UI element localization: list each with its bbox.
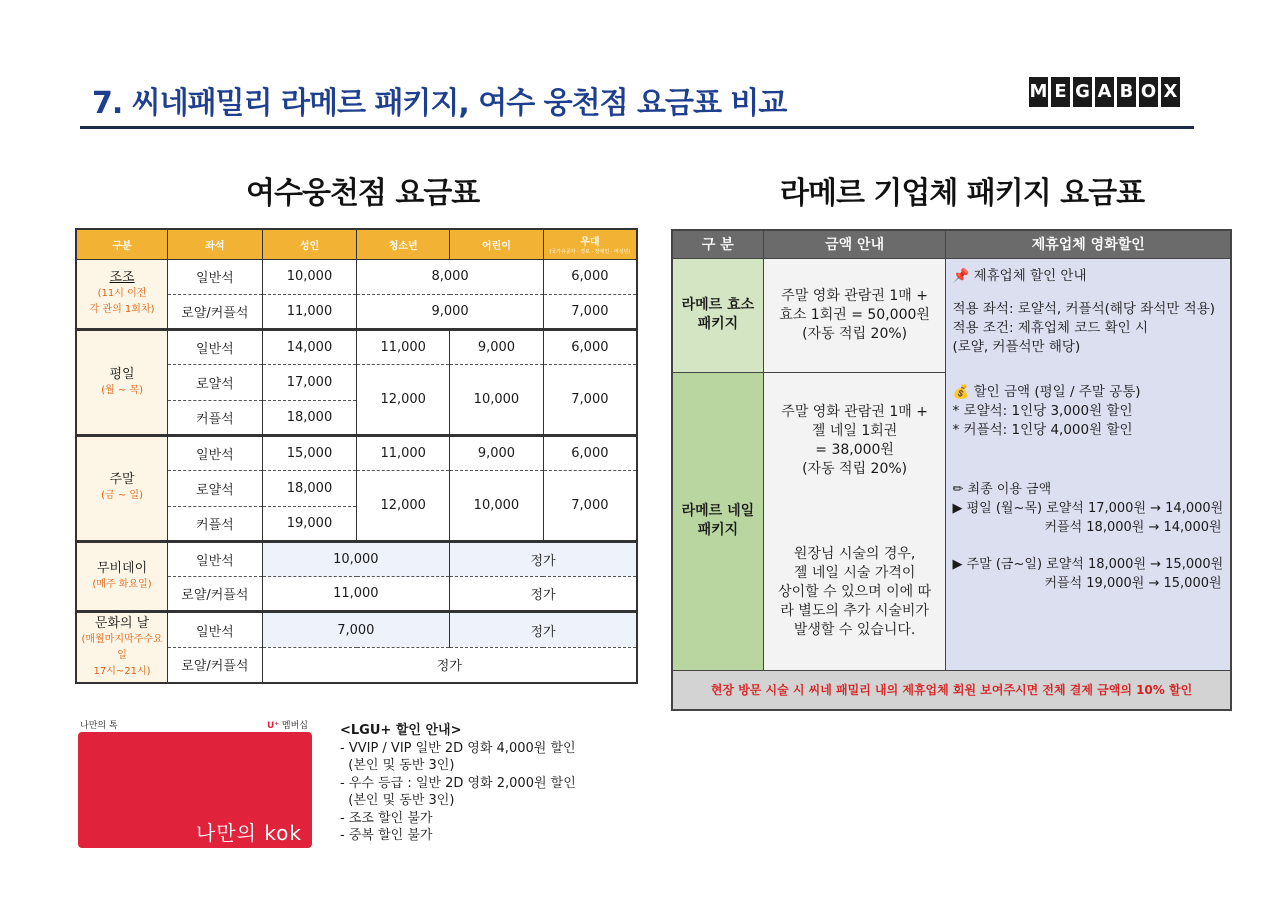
header-cell: 금액 안내 <box>763 230 946 258</box>
title-divider <box>80 126 1194 129</box>
price-cell: 6,000 <box>543 259 637 294</box>
price-cell: 9,000 <box>450 330 544 365</box>
table-row <box>76 259 637 294</box>
price-cell: 8,000 <box>357 259 543 294</box>
lgu-line: (본인 및 동반 3인) <box>340 793 455 808</box>
yeosu-price-table <box>75 228 638 684</box>
amount-text: 주말 영화 관람권 1매 + 젤 네일 1회권 = 38,000원 (자동 적립 20%) <box>781 403 928 477</box>
lgu-line: - 조조 할인 불가 <box>340 810 433 826</box>
discount-intro <box>952 267 1224 357</box>
table-header-row <box>672 230 1231 258</box>
amount-note: 원장님 시술의 경우, 젤 네일 시술 가격이 상이할 수 있으며 이에 따 라 별도의 추가 시술비가 발생할 수 있습니다. <box>778 545 932 638</box>
logo-letter: A <box>1095 77 1114 107</box>
table-row <box>76 541 637 576</box>
seat-cell: 로얄석 <box>168 365 263 400</box>
price-cell: 17,000 <box>262 365 357 400</box>
price-cell: 11,000 <box>357 435 450 470</box>
lamer-package-table <box>671 229 1232 711</box>
page-title: 7. 씨네패밀리 라메르 패키지, 여수 웅천점 요금표 비교 <box>92 86 787 121</box>
discount-heading: 📌 제휴업체 할인 안내 <box>952 267 1087 284</box>
discount-line: * 커플석: 1인당 4,000원 할인 <box>952 421 1133 438</box>
discount-line: ▶ 평일 (월~목) 로얄석 17,000원 → 14,000원 <box>952 500 1224 516</box>
megabox-logo <box>1029 77 1180 107</box>
header-cell: 구분 <box>76 229 168 259</box>
group-sub: (11시 이전 각 관의 1회차) <box>89 287 155 315</box>
price-cell: 10,000 <box>262 541 449 576</box>
header-cell: 좌석 <box>168 229 263 259</box>
header-sub: (국가유공자 · 경로 · 장애인 · 미성년) <box>549 249 631 256</box>
uplus-mark: U⁺ <box>266 721 280 731</box>
price-cell: 정가 <box>450 577 637 612</box>
seat-cell: 로얄/커플석 <box>168 294 263 329</box>
lgu-discount-info <box>340 722 576 845</box>
lgu-line: (본인 및 동반 3인) <box>340 758 455 773</box>
seat-cell: 로얄/커플석 <box>168 577 263 612</box>
final-price <box>952 480 1224 593</box>
price-cell: 15,000 <box>262 435 357 470</box>
header-cell <box>543 229 637 259</box>
lgu-title: <LGU+ 할인 안내> <box>340 723 462 738</box>
logo-letter: O <box>1139 77 1158 107</box>
package-amount: 주말 영화 관람권 1매 + 효소 1회권 = 50,000원 (자동 적립 20%) <box>763 258 946 372</box>
group-name: 무비데이 <box>96 560 148 576</box>
price-cell: 6,000 <box>543 435 637 470</box>
price-cell: 7,000 <box>543 294 637 329</box>
seat-cell: 커플석 <box>168 506 263 541</box>
logo-letter: G <box>1073 77 1092 107</box>
table-row <box>76 612 637 647</box>
price-cell: 11,000 <box>262 294 357 329</box>
card-brand-left: 나만의 톡 <box>80 721 118 731</box>
discount-line: (로얄, 커플석만 해당) <box>952 338 1081 355</box>
price-cell: 정가 <box>262 647 637 682</box>
group-sub: (금 ~ 일) <box>101 490 143 502</box>
discount-line: 적용 좌석: 로얄석, 커플석(해당 좌석만 적용) <box>952 300 1216 317</box>
lgu-line: - 우수 등급 : 일반 2D 영화 2,000원 할인 <box>340 775 576 791</box>
discount-heading: 💰 할인 금액 (평일 / 주말 공통) <box>952 383 1141 400</box>
group-sub: (매월마지막주수요일 17시~21시) <box>81 633 163 677</box>
discount-line: 적용 조건: 제휴업체 코드 확인 시 <box>952 319 1149 336</box>
price-cell: 정가 <box>450 612 637 647</box>
group-name: 문화의 날 <box>94 615 150 631</box>
membership-label: 멤버십 <box>281 721 308 731</box>
group-weekend <box>76 435 168 541</box>
group-name: 평일 <box>109 366 135 382</box>
price-cell: 11,000 <box>357 330 450 365</box>
logo-letter: B <box>1117 77 1136 107</box>
header-cell: 제휴업체 영화할인 <box>946 230 1231 258</box>
price-cell: 10,000 <box>450 471 544 542</box>
header-label: 우대 <box>580 237 600 249</box>
left-section-title: 여수웅천점 요금표 <box>246 176 480 211</box>
price-cell: 14,000 <box>262 330 357 365</box>
card-brand-right <box>267 718 308 731</box>
price-cell: 정가 <box>450 541 637 576</box>
table-row <box>76 435 637 470</box>
header-cell: 구 분 <box>672 230 763 258</box>
discount-amount <box>952 383 1224 440</box>
discount-line: * 로얄석: 1인당 3,000원 할인 <box>952 402 1133 419</box>
discount-line: ▶ 주말 (금~일) 로얄석 18,000원 → 15,000원 <box>952 556 1224 572</box>
seat-cell: 일반석 <box>168 259 263 294</box>
price-cell: 7,000 <box>543 471 637 542</box>
price-cell: 18,000 <box>262 400 357 435</box>
price-cell: 9,000 <box>357 294 543 329</box>
group-jojo <box>76 259 168 330</box>
group-name: 주말 <box>109 472 135 488</box>
logo-letter: X <box>1161 77 1180 107</box>
seat-cell: 일반석 <box>168 330 263 365</box>
seat-cell: 로얄/커플석 <box>168 647 263 682</box>
price-cell: 10,000 <box>450 365 544 436</box>
card-logo: 나만의 kok <box>196 821 303 845</box>
price-cell: 9,000 <box>450 435 544 470</box>
footer-note: 현장 방문 시술 시 씨네 패밀리 내의 제휴업체 회원 보여주시면 전체 결제 금액의 10% 할인 <box>672 670 1231 710</box>
package-amount <box>763 372 946 670</box>
price-cell: 7,000 <box>262 612 449 647</box>
discount-line: 커플석 18,000원 → 14,000원 <box>1044 519 1222 535</box>
logo-letter: M <box>1029 77 1048 107</box>
price-cell: 12,000 <box>357 471 450 542</box>
group-sub: (월 ~ 목) <box>101 384 143 396</box>
seat-cell: 일반석 <box>168 541 263 576</box>
footer-row <box>672 670 1231 710</box>
group-movieday <box>76 541 168 612</box>
header-cell: 어린이 <box>450 229 544 259</box>
price-cell: 19,000 <box>262 506 357 541</box>
group-name: 조조 <box>109 269 135 285</box>
price-cell: 7,000 <box>543 365 637 436</box>
package-name: 라메르 네일 패키지 <box>672 372 763 670</box>
seat-cell: 일반석 <box>168 435 263 470</box>
discount-line: 커플석 19,000원 → 15,000원 <box>1044 575 1222 591</box>
card-header <box>78 715 312 733</box>
table-row <box>672 258 1231 372</box>
right-section-title: 라메르 기업체 패키지 요금표 <box>780 176 1145 211</box>
price-cell: 12,000 <box>357 365 450 436</box>
price-cell: 10,000 <box>262 259 357 294</box>
group-weekday <box>76 330 168 436</box>
header-cell: 성인 <box>262 229 357 259</box>
lgu-line: - 중복 할인 불가 <box>340 828 433 843</box>
partner-discount-info <box>946 258 1231 670</box>
seat-cell: 로얄석 <box>168 471 263 506</box>
seat-cell: 커플석 <box>168 400 263 435</box>
lgu-line: - VVIP / VIP 일반 2D 영화 4,000원 할인 <box>340 740 576 756</box>
logo-letter: E <box>1051 77 1070 107</box>
group-culture-day <box>76 612 168 683</box>
price-cell: 6,000 <box>543 330 637 365</box>
table-row <box>76 330 637 365</box>
group-sub: (매주 화요일) <box>92 578 152 590</box>
table-header-row <box>76 229 637 259</box>
price-cell: 18,000 <box>262 471 357 506</box>
price-cell: 11,000 <box>262 577 449 612</box>
header-cell: 청소년 <box>357 229 450 259</box>
package-name: 라메르 효소 패키지 <box>672 258 763 372</box>
seat-cell: 일반석 <box>168 612 263 647</box>
discount-heading: ✏ 최종 이용 금액 <box>952 481 1052 497</box>
